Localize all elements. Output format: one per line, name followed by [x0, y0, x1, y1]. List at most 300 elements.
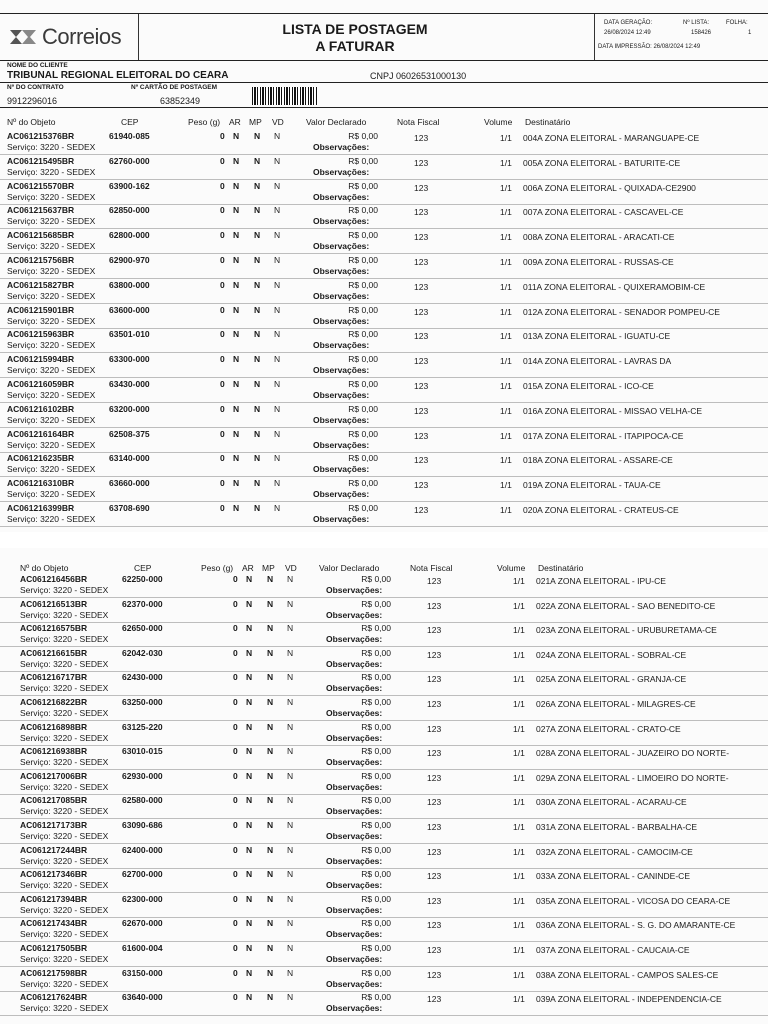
peso-value: 0: [220, 255, 225, 265]
nota-fiscal: 123: [427, 748, 442, 759]
folha-label: FOLHA:: [726, 20, 748, 26]
peso-value: 0: [233, 992, 238, 1003]
nota-fiscal: 123: [427, 969, 442, 980]
table-row: [0, 671, 768, 696]
service-label: Serviço: 3220 - SEDEX: [7, 142, 96, 152]
column-peso: Peso (g): [201, 563, 234, 573]
cep-value: 63708-690: [109, 503, 150, 513]
destinatario: 013A ZONA ELEITORAL - IGUATU-CE: [523, 331, 671, 342]
cep-value: 62508-375: [109, 428, 150, 439]
nota-fiscal: 123: [427, 674, 442, 685]
list-page-2: [0, 548, 768, 1024]
cep-value: 62400-000: [122, 844, 163, 855]
cep-value: 61940-085: [109, 131, 150, 141]
nota-fiscal: 123: [427, 945, 442, 955]
valor-declarado: R$ 0,00: [348, 403, 378, 414]
object-code: AC061217346BR: [20, 869, 88, 880]
column-vd: VD: [272, 117, 284, 127]
nota-fiscal: 123: [414, 381, 429, 391]
peso-value: 0: [233, 574, 238, 584]
volume-value: 1/1: [500, 480, 512, 491]
service-label: Serviço: 3220 - SEDEX: [7, 464, 96, 475]
peso-value: 0: [220, 205, 225, 216]
cep-value: 61600-004: [122, 943, 163, 953]
service-label: Serviço: 3220 - SEDEX: [20, 708, 109, 718]
observacoes-label: Observações:: [313, 315, 370, 326]
mp-value: N: [267, 844, 274, 855]
object-code: AC061216235BR: [7, 453, 75, 464]
mp-value: N: [267, 869, 274, 880]
ar-value: N: [233, 255, 240, 265]
destinatario: 031A ZONA ELEITORAL - BARBALHA-CE: [536, 822, 698, 832]
nota-fiscal: 123: [414, 157, 429, 168]
object-code: AC061215570BR: [7, 180, 75, 191]
valor-declarado: R$ 0,00: [361, 721, 391, 732]
object-code: AC061217598BR: [20, 967, 88, 978]
nome-cliente-label: NOME DO CLIENTE: [7, 62, 68, 69]
mp-value: N: [267, 697, 274, 707]
table-row: [0, 403, 768, 428]
mp-value: N: [267, 943, 274, 953]
observacoes-label: Observações:: [326, 904, 383, 915]
destinatario: 014A ZONA ELEITORAL - LAVRAS DA: [523, 356, 672, 367]
service-label: Serviço: 3220 - SEDEX: [20, 1003, 109, 1014]
cep-value: 63300-000: [109, 354, 150, 365]
nota-fiscal: 123: [427, 797, 442, 808]
ar-value: N: [246, 820, 253, 830]
object-code: AC061215756BR: [7, 255, 75, 265]
volume-value: 1/1: [500, 257, 512, 267]
ar-value: N: [233, 329, 240, 340]
destinatario: 035A ZONA ELEITORAL - VICOSA DO CEARA-CE: [536, 895, 731, 906]
observacoes-label: Observações:: [313, 514, 370, 524]
table-row: [0, 745, 768, 770]
peso-value: 0: [220, 428, 225, 439]
service-label: Serviço: 3220 - SEDEX: [7, 216, 96, 227]
valor-declarado: R$ 0,00: [348, 230, 378, 241]
logo-text: Correios: [42, 24, 122, 49]
observacoes-label: Observações:: [326, 609, 383, 620]
volume-value: 1/1: [500, 356, 512, 367]
mp-value: N: [267, 893, 274, 904]
valor-declarado: R$ 0,00: [348, 131, 378, 141]
valor-declarado: R$ 0,00: [348, 255, 378, 265]
mp-value: N: [254, 255, 261, 265]
table-row: [0, 428, 768, 453]
column-nota: Nota Fiscal: [397, 117, 440, 127]
nota-fiscal: 123: [427, 649, 442, 660]
nota-fiscal: 123: [414, 257, 429, 267]
mp-value: N: [254, 428, 261, 439]
object-code: AC061216310BR: [7, 478, 75, 489]
service-label: Serviço: 3220 - SEDEX: [20, 954, 109, 964]
ar-value: N: [246, 918, 253, 929]
valor-declarado: R$ 0,00: [361, 918, 391, 929]
object-code: AC061215637BR: [7, 205, 75, 216]
nota-fiscal: 123: [427, 846, 442, 857]
destinatario: 027A ZONA ELEITORAL - CRATO-CE: [536, 723, 681, 734]
nota-fiscal: 123: [427, 600, 442, 611]
vd-value: N: [287, 918, 294, 929]
title-line-1: LISTA DE POSTAGEM: [282, 21, 428, 37]
table-row: [0, 155, 768, 180]
peso-value: 0: [233, 893, 238, 904]
destinatario: 026A ZONA ELEITORAL - MILAGRES-CE: [536, 699, 696, 709]
peso-value: 0: [220, 329, 225, 340]
object-code: AC061215827BR: [7, 279, 75, 290]
ar-value: N: [233, 155, 240, 166]
peso-value: 0: [220, 131, 225, 141]
destinatario: 029A ZONA ELEITORAL - LIMOEIRO DO NORTE-: [536, 772, 729, 783]
ar-value: N: [233, 180, 240, 191]
observacoes-label: Observações:: [313, 166, 370, 177]
vd-value: N: [287, 795, 294, 806]
destinatario: 018A ZONA ELEITORAL - ASSARE-CE: [523, 455, 673, 466]
observacoes-label: Observações:: [313, 464, 370, 475]
volume-value: 1/1: [513, 822, 525, 832]
observacoes-label: Observações:: [326, 929, 383, 940]
destinatario: 021A ZONA ELEITORAL - IPU-CE: [536, 576, 666, 586]
cep-value: 63140-000: [109, 453, 150, 464]
volume-value: 1/1: [500, 455, 512, 466]
ar-value: N: [233, 428, 240, 439]
nota-fiscal: 123: [427, 920, 442, 931]
mp-value: N: [267, 623, 274, 634]
table-row: [0, 378, 768, 403]
destinatario: 023A ZONA ELEITORAL - URUBURETAMA-CE: [536, 625, 717, 636]
volume-value: 1/1: [513, 748, 525, 759]
object-code: AC061217244BR: [20, 844, 88, 855]
nota-fiscal: 123: [427, 772, 442, 783]
volume-value: 1/1: [513, 994, 525, 1005]
cep-value: 62900-970: [109, 255, 150, 265]
observacoes-label: Observações:: [326, 855, 383, 866]
ar-value: N: [246, 721, 253, 732]
service-label: Serviço: 3220 - SEDEX: [20, 880, 109, 891]
valor-declarado: R$ 0,00: [361, 943, 391, 953]
valor-declarado: R$ 0,00: [361, 598, 391, 609]
vd-value: N: [274, 205, 281, 216]
nota-fiscal: 123: [427, 723, 442, 734]
object-code: AC061215994BR: [7, 354, 75, 365]
column-vd: VD: [285, 563, 297, 573]
cep-value: 63600-000: [109, 304, 150, 315]
mp-value: N: [254, 304, 261, 315]
cep-value: 62300-000: [122, 893, 163, 904]
service-label: Serviço: 3220 - SEDEX: [7, 439, 96, 450]
cep-value: 62650-000: [122, 623, 163, 634]
vd-value: N: [287, 647, 294, 658]
destinatario: 028A ZONA ELEITORAL - JUAZEIRO DO NORTE-: [536, 748, 730, 759]
table-row: [0, 573, 768, 598]
cep-value: 62042-030: [122, 647, 163, 658]
valor-declarado: R$ 0,00: [361, 869, 391, 880]
volume-value: 1/1: [500, 430, 512, 441]
valor-declarado: R$ 0,00: [348, 379, 378, 389]
mp-value: N: [254, 329, 261, 340]
object-code: AC061215901BR: [7, 304, 75, 315]
vd-value: N: [287, 820, 294, 830]
table-row: [0, 452, 768, 477]
vd-value: N: [274, 255, 281, 265]
barcode-icon: [252, 87, 318, 105]
valor-declarado: R$ 0,00: [361, 574, 391, 584]
object-code: AC061216513BR: [20, 598, 88, 609]
vd-value: N: [287, 893, 294, 904]
volume-value: 1/1: [513, 920, 525, 931]
service-label: Serviço: 3220 - SEDEX: [20, 978, 109, 989]
service-label: Serviço: 3220 - SEDEX: [7, 166, 96, 177]
volume-value: 1/1: [513, 945, 525, 955]
observacoes-label: Observações:: [313, 191, 370, 202]
valor-declarado: R$ 0,00: [348, 428, 378, 439]
valor-declarado: R$ 0,00: [348, 304, 378, 315]
mp-value: N: [254, 453, 261, 464]
table-row: [0, 844, 768, 869]
column-mp: MP: [262, 563, 275, 573]
observacoes-label: Observações:: [326, 1003, 383, 1014]
contrato-label: Nº DO CONTRATO: [7, 84, 64, 91]
column-nota: Nota Fiscal: [410, 563, 453, 573]
peso-value: 0: [220, 503, 225, 513]
observacoes-label: Observações:: [313, 340, 370, 351]
valor-declarado: R$ 0,00: [361, 893, 391, 904]
vd-value: N: [287, 574, 294, 584]
column-cep: CEP: [134, 563, 152, 573]
object-code: AC061216456BR: [20, 574, 88, 584]
valor-declarado: R$ 0,00: [361, 770, 391, 781]
peso-value: 0: [233, 967, 238, 978]
column-peso: Peso (g): [188, 117, 221, 127]
cartao: 63852349: [160, 96, 201, 106]
destinatario: 009A ZONA ELEITORAL - RUSSAS-CE: [523, 257, 674, 267]
volume-value: 1/1: [500, 207, 512, 218]
nota-fiscal: 123: [414, 405, 429, 416]
peso-value: 0: [220, 279, 225, 290]
column-objeto: Nº do Objeto: [20, 563, 69, 573]
table-row: [0, 819, 768, 844]
mp-value: N: [267, 820, 274, 830]
valor-declarado: R$ 0,00: [348, 279, 378, 290]
peso-value: 0: [220, 379, 225, 389]
volume-value: 1/1: [513, 772, 525, 783]
volume-value: 1/1: [500, 381, 512, 391]
table-row: [0, 770, 768, 795]
n-lista: 158426: [691, 30, 712, 36]
destinatario: 037A ZONA ELEITORAL - CAUCAIA-CE: [536, 945, 690, 955]
ar-value: N: [246, 770, 253, 781]
nota-fiscal: 123: [427, 822, 442, 832]
table-row: [0, 229, 768, 254]
volume-value: 1/1: [513, 895, 525, 906]
mp-value: N: [267, 918, 274, 929]
volume-value: 1/1: [500, 281, 512, 292]
vd-value: N: [287, 672, 294, 683]
nota-fiscal: 123: [427, 871, 442, 882]
valor-declarado: R$ 0,00: [348, 503, 378, 513]
vd-value: N: [274, 180, 281, 191]
observacoes-label: Observações:: [313, 439, 370, 450]
service-label: Serviço: 3220 - SEDEX: [7, 489, 96, 500]
data-impressao: DATA IMPRESSÃO: 26/08/2024 12:49: [598, 44, 701, 50]
mp-value: N: [254, 503, 261, 513]
peso-value: 0: [220, 155, 225, 166]
destinatario: 030A ZONA ELEITORAL - ACARAU-CE: [536, 797, 687, 808]
volume-value: 1/1: [500, 182, 512, 193]
ar-value: N: [246, 967, 253, 978]
peso-value: 0: [233, 820, 238, 830]
cep-value: 62850-000: [109, 205, 150, 216]
table-row: [0, 696, 768, 721]
valor-declarado: R$ 0,00: [348, 453, 378, 464]
service-label: Serviço: 3220 - SEDEX: [20, 806, 109, 817]
mp-value: N: [254, 478, 261, 489]
valor-declarado: R$ 0,00: [361, 647, 391, 658]
cep-value: 63090-686: [122, 820, 163, 830]
volume-value: 1/1: [513, 625, 525, 636]
table-row: [0, 868, 768, 893]
table-row: [0, 304, 768, 329]
peso-value: 0: [233, 672, 238, 683]
mp-value: N: [267, 721, 274, 732]
object-code: AC061217173BR: [20, 820, 88, 830]
ar-value: N: [246, 672, 253, 683]
cnpj: CNPJ 06026531000130: [370, 71, 467, 81]
observacoes-label: Observações:: [326, 954, 383, 964]
peso-value: 0: [220, 354, 225, 365]
table-row: [0, 477, 768, 502]
destinatario: 019A ZONA ELEITORAL - TAUA-CE: [523, 480, 661, 491]
table-row: [0, 502, 768, 527]
object-code: AC061216102BR: [7, 403, 75, 414]
vd-value: N: [287, 746, 294, 757]
table-row: [0, 622, 768, 647]
vd-value: N: [287, 770, 294, 781]
volume-value: 1/1: [513, 969, 525, 980]
vd-value: N: [287, 869, 294, 880]
vd-value: N: [274, 131, 281, 141]
mp-value: N: [254, 131, 261, 141]
peso-value: 0: [220, 304, 225, 315]
observacoes-label: Observações:: [313, 365, 370, 376]
cep-value: 63900-162: [109, 180, 150, 191]
valor-declarado: R$ 0,00: [348, 478, 378, 489]
cep-value: 62800-000: [109, 230, 150, 241]
cep-value: 63430-000: [109, 379, 150, 389]
destinatario: 036A ZONA ELEITORAL - S. G. DO AMARANTE-CE: [536, 920, 736, 931]
volume-value: 1/1: [513, 797, 525, 808]
object-code: AC061215685BR: [7, 230, 75, 241]
mp-value: N: [254, 155, 261, 166]
valor-declarado: R$ 0,00: [361, 795, 391, 806]
column-objeto: Nº do Objeto: [7, 117, 56, 127]
observacoes-label: Observações:: [313, 241, 370, 252]
table-row: [0, 647, 768, 672]
valor-declarado: R$ 0,00: [361, 820, 391, 830]
nota-fiscal: 123: [414, 207, 429, 218]
correios-logo: [8, 24, 121, 50]
correios-symbol-icon: [8, 26, 38, 48]
service-label: Serviço: 3220 - SEDEX: [20, 585, 109, 595]
ar-value: N: [233, 354, 240, 365]
cep-value: 63150-000: [122, 967, 163, 978]
vd-value: N: [274, 503, 281, 513]
nota-fiscal: 123: [427, 895, 442, 906]
table-row: [0, 353, 768, 378]
vd-value: N: [287, 844, 294, 855]
table-row: [0, 721, 768, 746]
mp-value: N: [267, 992, 274, 1003]
cep-value: 63200-000: [109, 403, 150, 414]
volume-value: 1/1: [513, 846, 525, 857]
service-label: Serviço: 3220 - SEDEX: [7, 241, 96, 252]
ar-value: N: [233, 279, 240, 290]
valor-declarado: R$ 0,00: [348, 180, 378, 191]
observacoes-label: Observações:: [326, 683, 383, 694]
object-code: AC061217006BR: [20, 770, 88, 781]
volume-value: 1/1: [500, 133, 512, 143]
nota-fiscal: 123: [414, 281, 429, 292]
nota-fiscal: 123: [414, 480, 429, 491]
peso-value: 0: [233, 721, 238, 732]
data-geracao-label: DATA GERAÇÃO:: [604, 20, 653, 26]
ar-value: N: [246, 795, 253, 806]
peso-value: 0: [233, 647, 238, 658]
observacoes-label: Observações:: [326, 831, 383, 841]
column-volume: Volume: [484, 117, 513, 127]
nome-cliente: TRIBUNAL REGIONAL ELEITORAL DO CEARA: [7, 70, 229, 81]
nota-fiscal: 123: [414, 331, 429, 342]
peso-value: 0: [233, 795, 238, 806]
mp-value: N: [254, 230, 261, 241]
valor-declarado: R$ 0,00: [361, 697, 391, 707]
ar-value: N: [246, 697, 253, 707]
observacoes-label: Observações:: [313, 216, 370, 227]
observacoes-label: Observações:: [326, 757, 383, 768]
service-label: Serviço: 3220 - SEDEX: [20, 683, 109, 694]
destinatario: 025A ZONA ELEITORAL - GRANJA-CE: [536, 674, 687, 685]
observacoes-label: Observações:: [313, 266, 370, 276]
data-geracao: 26/08/2024 12:49: [604, 30, 651, 36]
volume-value: 1/1: [513, 699, 525, 709]
table-row: [0, 254, 768, 279]
nota-fiscal: 123: [414, 306, 429, 317]
destinatario: 004A ZONA ELEITORAL - MARANGUAPE-CE: [523, 133, 700, 143]
cep-value: 62700-000: [122, 869, 163, 880]
observacoes-label: Observações:: [326, 634, 383, 645]
service-label: Serviço: 3220 - SEDEX: [7, 514, 96, 524]
cep-value: 62760-000: [109, 155, 150, 166]
vd-value: N: [287, 943, 294, 953]
peso-value: 0: [233, 918, 238, 929]
service-label: Serviço: 3220 - SEDEX: [20, 609, 109, 620]
ar-value: N: [233, 304, 240, 315]
cep-value: 62930-000: [122, 770, 163, 781]
table-row: [0, 279, 768, 304]
table-row: [0, 942, 768, 967]
mp-value: N: [267, 770, 274, 781]
object-code: AC061217624BR: [20, 992, 88, 1003]
ar-value: N: [233, 131, 240, 141]
vd-value: N: [274, 403, 281, 414]
object-code: AC061217505BR: [20, 943, 88, 953]
volume-value: 1/1: [500, 331, 512, 342]
peso-value: 0: [220, 403, 225, 414]
peso-value: 0: [220, 230, 225, 241]
service-label: Serviço: 3220 - SEDEX: [20, 634, 109, 645]
ar-value: N: [246, 893, 253, 904]
object-code: AC061215963BR: [7, 329, 75, 340]
